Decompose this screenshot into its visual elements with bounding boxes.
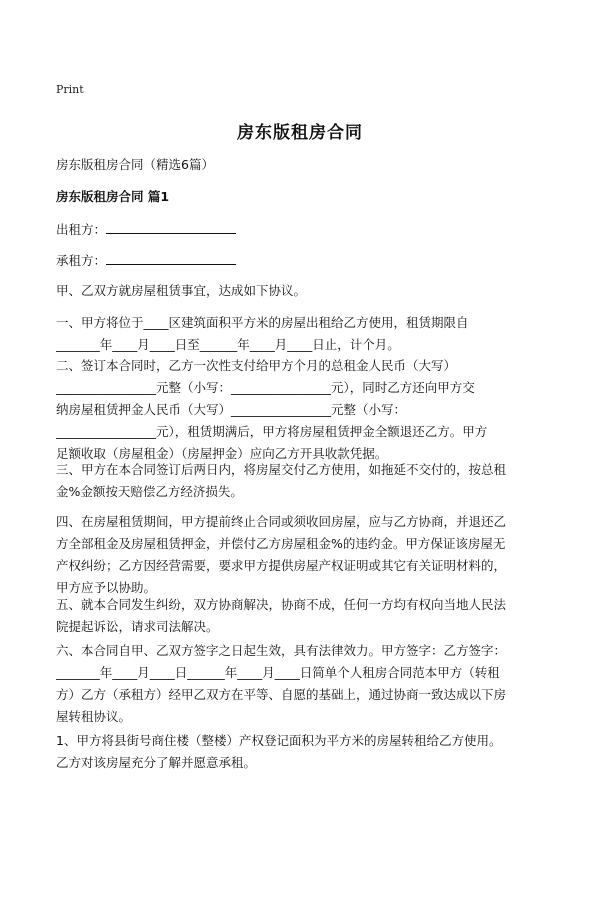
- paragraph-line: 甲方应予以协助。: [56, 580, 157, 595]
- paragraph-line: 四、在房屋租赁期间，甲方提前终止合同或须收回房屋，应与乙方协商，并退还乙: [56, 514, 507, 529]
- paragraph-6: [56, 640, 556, 728]
- lessor-label: 出租方：: [56, 222, 107, 237]
- paragraph-1: [56, 312, 556, 356]
- paragraph-3: [56, 459, 556, 503]
- paragraph-line: _______年____月____日至______年____月____日止，计个月。: [56, 337, 400, 352]
- paragraph-line: 1、甲方将县街号商住楼（整楼）产权登记面积为平方米的房屋转租给乙方使用。: [56, 733, 502, 748]
- paragraph-line: ________________元整（小写：________________元），同时乙方还向甲方交: [56, 380, 475, 395]
- paragraph-4: [56, 511, 556, 599]
- print-label[interactable]: Print: [56, 83, 84, 96]
- paragraph-line: 甲、乙双方就房屋租赁事宜，达成如下协议。: [56, 283, 307, 298]
- paragraph-line: 五、就本合同发生纠纷，双方协商解决，协商不成，任何一方均有权向当地人民法: [56, 597, 507, 612]
- lessee-blank: [106, 251, 236, 265]
- lessee-line: [56, 251, 236, 269]
- paragraph-5: [56, 594, 556, 638]
- paragraph-line: 金%金额按天赔偿乙方经济损失。: [56, 484, 243, 499]
- paragraph-line: ________________元），租赁期满后，甲方将房屋租赁押金全额退还乙方。甲方: [56, 424, 488, 439]
- lessor-line: [56, 220, 236, 238]
- section-heading: 房东版租房合同 篇1: [56, 189, 170, 204]
- paragraph-line: 纳房屋租赁押金人民币（大写）________________元整（小写：: [56, 402, 407, 417]
- paragraph-line: 院提起诉讼，请求司法解决。: [56, 619, 219, 634]
- paragraph-line: 乙方对该房屋充分了解并愿意承租。: [56, 755, 257, 770]
- paragraph-line: 足额收取（房屋租金）（房屋押金）应向乙方开具收款凭据。: [56, 446, 388, 461]
- paragraph-line: 产权纠纷；乙方因经营需要，要求甲方提供房屋产权证明或其它有关证明材料的，: [56, 558, 507, 573]
- lessee-label: 承租方：: [56, 253, 107, 268]
- paragraph-0: [56, 280, 556, 302]
- paragraph-line: 六、本合同自甲、乙双方签字之日起生效，具有法律效力。甲方签字：乙方签字：: [56, 643, 507, 658]
- paragraph-line: _______年____月____日______年____月____日简单个人租房合同范本甲方（转租: [56, 665, 500, 680]
- paragraph-line: 一、甲方将位于____区建筑面积平方米的房屋出租给乙方使用，租赁期限自: [56, 315, 469, 330]
- document-title: 房东版租房合同: [237, 123, 363, 143]
- document-subtitle: 房东版租房合同（精选6篇）: [56, 157, 214, 172]
- paragraph-2: [56, 355, 556, 465]
- paragraph-line: 屋转租协议。: [56, 709, 132, 724]
- paragraph-7: [56, 730, 556, 774]
- paragraph-line: 三、甲方在本合同签订后两日内，将房屋交付乙方使用，如拖延不交付的，按总租: [56, 462, 507, 477]
- paragraph-line: 方）乙方（承租方）经甲乙双方在平等、自愿的基础上，通过协商一致达成以下房: [56, 687, 507, 702]
- paragraph-line: 二、签订本合同时，乙方一次性支付给甲方个月的总租金人民币（大写）: [56, 358, 457, 373]
- paragraph-line: 方全部租金及房屋租赁押金，并偿付乙方房屋租金%的违约金。甲方保证该房屋无: [56, 536, 506, 551]
- lessor-blank: [106, 220, 236, 234]
